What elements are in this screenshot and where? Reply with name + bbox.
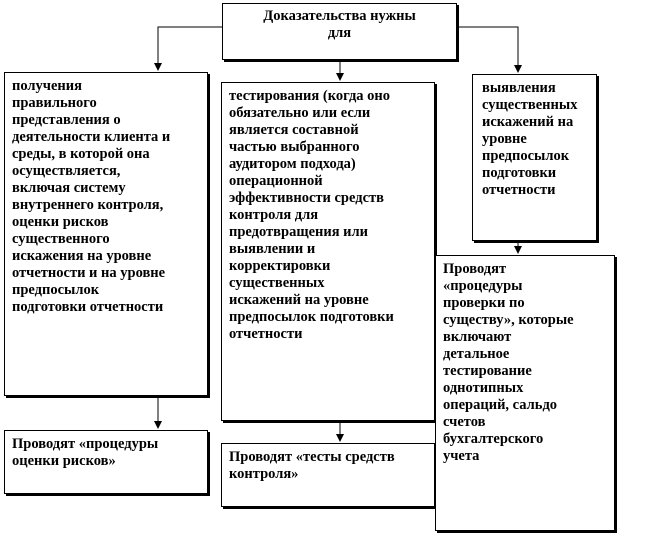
procedure-box-substantive: Проводят «процедуры проверки по существу», которые включают детальное тестирование однотипных операций, сальдо счетов бухгалтерского учета [435,255,615,531]
title-box: Доказательства нужны для [222,3,457,60]
connector-title-to-right [457,27,518,72]
procedure-box-control-tests: Проводят «тесты средств контроля» [221,443,435,507]
purpose-box-misstatement-detection: выявления существенных искажений на уровне предпосылок подготовки отчетности [472,74,597,241]
connector-title-to-left [158,27,222,70]
purpose-box-control-testing: тестирования (когда оно обязательно или если является составной частью выбранного аудитором подхода) операционной эффективности средств контроля для предотвращения или выявлении и корректировки существенных искажений на уровне предпосылок подготовки отчетности [221,82,435,421]
purpose-box-risk-assessment: получения правильного представления о деятельности клиента и среды, в которой она осуществляется, включая систему внутреннего контроля, оценки рисков существенного искажения на уровне отчетности и на уровне предпосылок подготовки отчетности [4,72,208,396]
procedure-box-risk-assessment: Проводят «процедуры оценки рисков» [4,430,208,494]
